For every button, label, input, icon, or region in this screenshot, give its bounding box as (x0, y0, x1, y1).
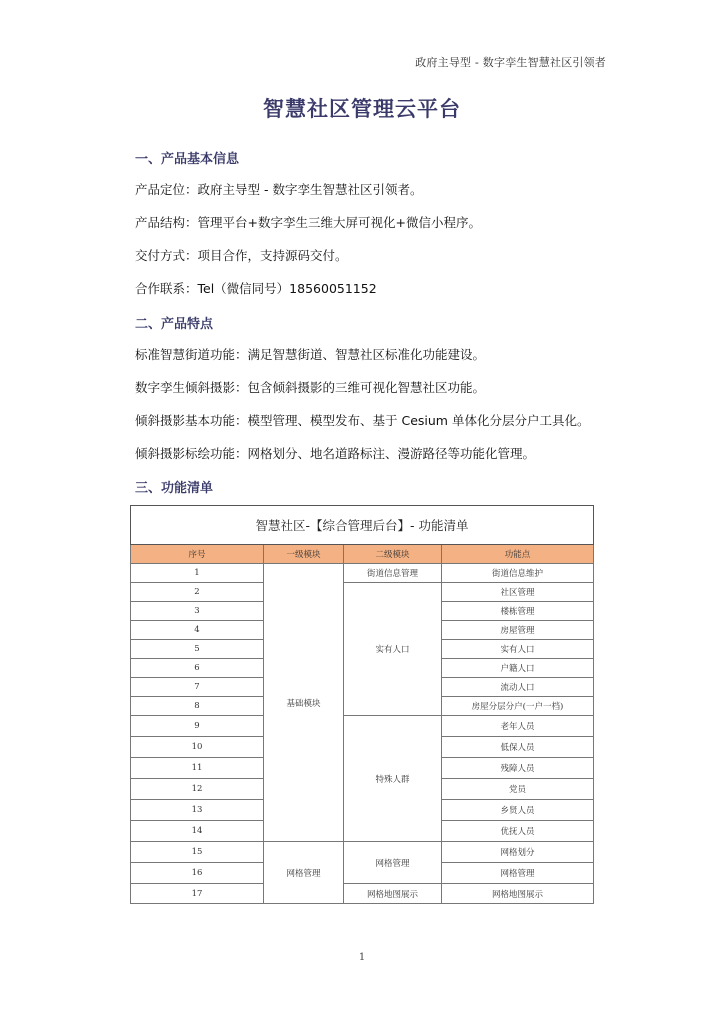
function-list-table (130, 505, 594, 904)
function-point: 乡贤人员 (442, 800, 594, 821)
row-number: 15 (131, 842, 264, 863)
table-row (131, 716, 594, 737)
table-header-row (131, 545, 594, 564)
row-number: 10 (131, 737, 264, 758)
table-row (131, 583, 594, 602)
table-row (131, 564, 594, 583)
row-number: 14 (131, 821, 264, 842)
function-point: 老年人员 (442, 716, 594, 737)
table-caption: 智慧社区-【综合管理后台】- 功能清单 (131, 506, 594, 545)
row-number: 9 (131, 716, 264, 737)
function-point: 户籍人口 (442, 659, 594, 678)
level2-module: 特殊人群 (344, 716, 442, 842)
table-row (131, 842, 594, 863)
row-number: 17 (131, 884, 264, 904)
function-point: 优抚人员 (442, 821, 594, 842)
function-point: 低保人员 (442, 737, 594, 758)
row-number: 11 (131, 758, 264, 779)
paragraph-feature-digital-twin: 数字孪生倾斜摄影：包含倾斜摄影的三维可视化智慧社区功能。 (135, 380, 486, 395)
section-heading-features: 二、产品特点 (135, 317, 214, 332)
function-point: 网格划分 (442, 842, 594, 863)
function-point: 网格地图展示 (442, 884, 594, 904)
function-point: 社区管理 (442, 583, 594, 602)
row-number: 3 (131, 602, 264, 621)
row-number: 2 (131, 583, 264, 602)
paragraph-contact: 合作联系：Tel（微信同号）18560051152 (135, 281, 377, 296)
row-number: 4 (131, 621, 264, 640)
row-number: 12 (131, 779, 264, 800)
column-header-point: 功能点 (442, 545, 594, 564)
running-header: 政府主导型 - 数字孪生智慧社区引领者 (415, 56, 606, 69)
level2-module: 网格管理 (344, 842, 442, 884)
column-header-no: 序号 (131, 545, 264, 564)
table-row (131, 884, 594, 904)
level2-module: 实有人口 (344, 583, 442, 716)
function-point: 网格管理 (442, 863, 594, 884)
level1-module: 基础模块 (264, 564, 344, 842)
row-number: 16 (131, 863, 264, 884)
section-heading-functions: 三、功能清单 (135, 481, 214, 496)
row-number: 8 (131, 697, 264, 716)
column-header-level2: 二级模块 (344, 545, 442, 564)
paragraph-structure: 产品结构：管理平台+数字孪生三维大屏可视化+微信小程序。 (135, 215, 481, 230)
level2-module: 网格地图展示 (344, 884, 442, 904)
paragraph-feature-standard: 标准智慧街道功能：满足智慧街道、智慧社区标准化功能建设。 (135, 347, 486, 362)
paragraph-delivery: 交付方式：项目合作，支持源码交付。 (135, 248, 348, 263)
paragraph-feature-oblique-plot: 倾斜摄影标绘功能：网格划分、地名道路标注、漫游路径等功能化管理。 (135, 446, 536, 461)
document-title: 智慧社区管理云平台 (263, 97, 461, 121)
paragraph-feature-oblique-basic: 倾斜摄影基本功能：模型管理、模型发布、基于 Cesium 单体化分层分户工具化。 (135, 413, 590, 428)
row-number: 13 (131, 800, 264, 821)
level2-module: 街道信息管理 (344, 564, 442, 583)
paragraph-positioning: 产品定位：政府主导型 - 数字孪生智慧社区引领者。 (135, 182, 423, 197)
function-point: 楼栋管理 (442, 602, 594, 621)
function-point: 党员 (442, 779, 594, 800)
function-point: 流动人口 (442, 678, 594, 697)
row-number: 6 (131, 659, 264, 678)
function-point: 残障人员 (442, 758, 594, 779)
row-number: 7 (131, 678, 264, 697)
function-point: 房屋分层分户(一户一档) (442, 697, 594, 716)
function-point: 房屋管理 (442, 621, 594, 640)
page-number: 1 (358, 952, 366, 963)
function-point: 街道信息维护 (442, 564, 594, 583)
section-heading-basic-info: 一、产品基本信息 (135, 152, 240, 167)
column-header-level1: 一级模块 (264, 545, 344, 564)
row-number: 5 (131, 640, 264, 659)
level1-module: 网格管理 (264, 842, 344, 904)
row-number: 1 (131, 564, 264, 583)
function-point: 实有人口 (442, 640, 594, 659)
